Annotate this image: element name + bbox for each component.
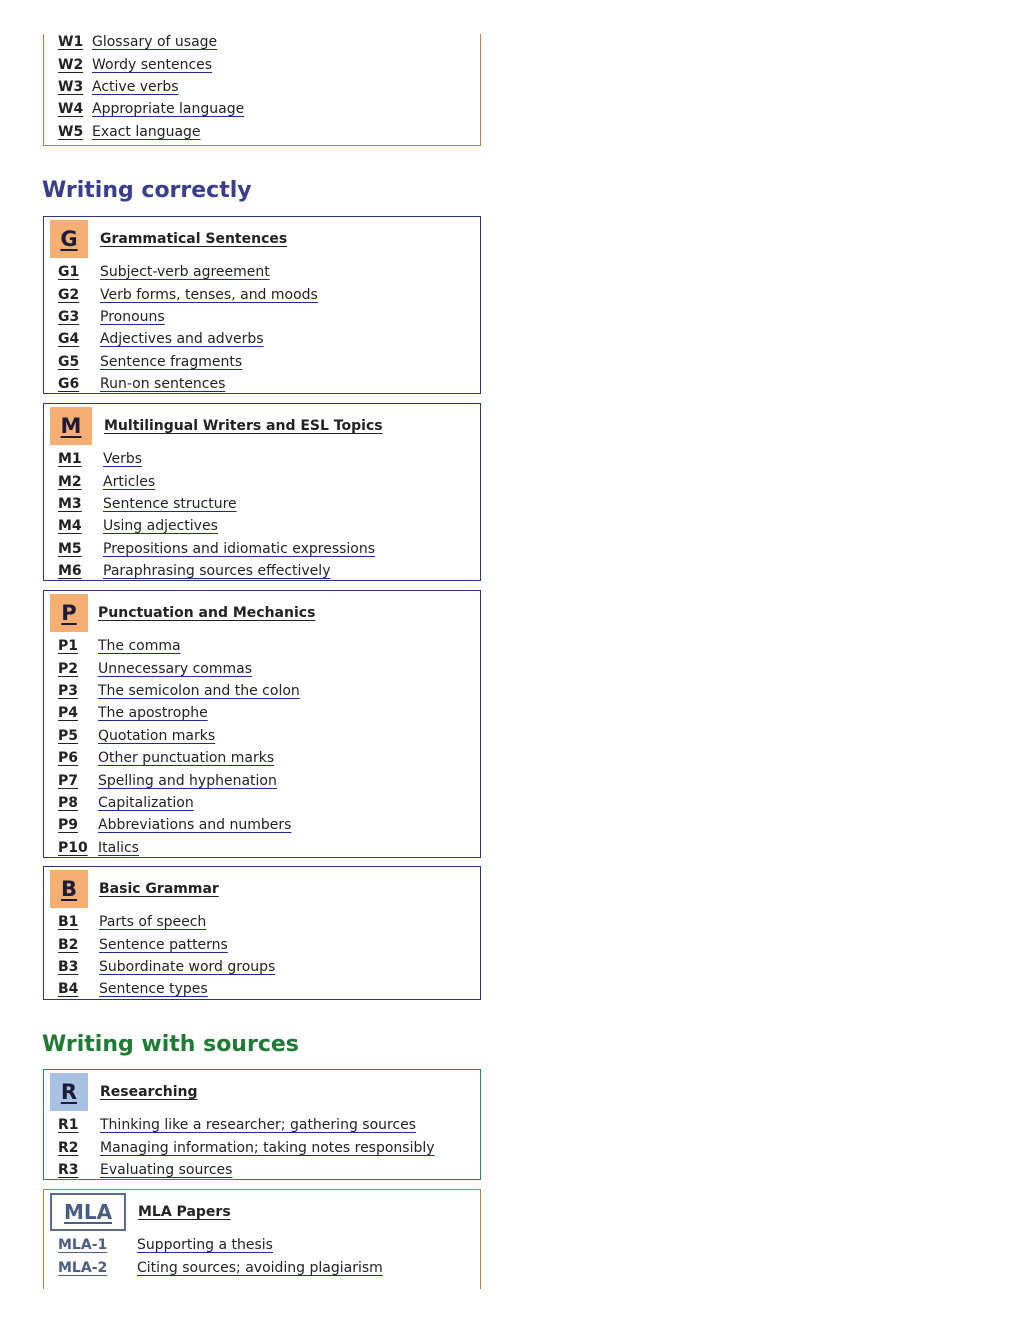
list-item[interactable] [44,306,480,328]
item-code-link[interactable]: M2 [58,473,82,490]
list-item[interactable] [44,680,480,702]
item-code-link[interactable]: W2 [58,56,84,73]
basic-grammar-list [44,911,480,1001]
multilingual-badge[interactable]: M [50,407,92,445]
item-label-link[interactable]: Sentence structure [103,495,237,512]
item-code-link[interactable]: P8 [58,794,79,811]
item-code-link[interactable]: MLA-1 [58,1237,108,1254]
item-label-link[interactable]: Sentence fragments [100,353,243,370]
item-label-link[interactable]: Run-on sentences [100,376,226,393]
item-label-link[interactable]: Sentence patterns [99,936,228,953]
grammatical-list [44,261,480,395]
item-label-link[interactable]: Wordy sentences [92,56,213,73]
item-code-link[interactable]: P7 [58,772,79,789]
punctuation-badge[interactable]: P [50,594,88,632]
item-label-link[interactable]: Thinking like a researcher; gathering sources [100,1117,417,1134]
item-code-link[interactable]: R1 [58,1117,79,1134]
item-code-link[interactable]: MLA-2 [58,1259,108,1276]
list-item[interactable] [44,1159,480,1181]
punctuation-list [44,635,480,859]
section-title-writing-with-sources: Writing with sources [42,1032,299,1057]
basic-grammar-box [43,866,481,1000]
mla-box [43,1189,481,1289]
list-item[interactable] [44,261,480,283]
multilingual-box [43,403,481,581]
item-label-link[interactable]: Evaluating sources [100,1161,233,1178]
item-label-link[interactable]: Verb forms, tenses, and moods [100,286,318,303]
item-label-link[interactable]: Adjectives and adverbs [100,331,264,348]
item-label-link[interactable]: Verbs [103,451,143,468]
list-item[interactable] [44,470,480,492]
researching-title[interactable]: Researching [100,1084,198,1100]
item-code-link[interactable]: G5 [58,353,80,370]
item-label-link[interactable]: Paraphrasing sources effectively [103,563,331,580]
item-code-link[interactable]: R3 [58,1161,79,1178]
item-code-link[interactable]: W4 [58,101,84,118]
item-label-link[interactable]: Unnecessary commas [98,660,252,677]
item-label-link[interactable]: Parts of speech [99,914,207,931]
grammatical-sentences-header[interactable] [50,220,480,258]
list-item[interactable] [44,978,480,1000]
item-code-link[interactable]: W3 [58,78,84,95]
item-label-link[interactable]: Subject-verb agreement [100,264,270,281]
list-item[interactable] [44,956,480,978]
item-code-link[interactable]: P10 [58,839,88,856]
item-label-link[interactable]: Prepositions and idiomatic expressions [103,540,376,557]
item-label-link[interactable]: Subordinate word groups [99,958,276,975]
mla-title[interactable]: MLA Papers [138,1204,231,1220]
list-item[interactable] [44,493,480,515]
list-item[interactable] [44,1114,480,1136]
item-code-link[interactable]: P9 [58,817,79,834]
item-label-link[interactable]: Supporting a thesis [137,1237,273,1254]
list-item[interactable] [44,814,480,836]
item-label-link[interactable]: Exact language [92,123,201,140]
punctuation-box [43,590,481,858]
list-item[interactable] [44,792,480,814]
list-item[interactable] [44,837,480,859]
wordiness-box [43,34,481,146]
list-item[interactable] [44,448,480,470]
multilingual-list [44,448,480,582]
list-item[interactable] [44,1256,480,1278]
researching-badge[interactable]: R [50,1073,88,1111]
list-item[interactable] [44,31,480,53]
item-code-link[interactable]: M5 [58,540,82,557]
item-code-link[interactable]: P5 [58,727,79,744]
item-label-link[interactable]: Appropriate language [92,101,245,118]
item-code-link[interactable]: G2 [58,286,80,303]
list-item[interactable] [44,725,480,747]
multilingual-header[interactable] [50,407,480,445]
list-item[interactable] [44,98,480,120]
multilingual-title[interactable]: Multilingual Writers and ESL Topics [104,418,383,434]
list-item[interactable] [44,351,480,373]
item-label-link[interactable]: Quotation marks [98,727,216,744]
punctuation-title[interactable]: Punctuation and Mechanics [98,605,316,621]
item-code-link[interactable]: W5 [58,123,84,140]
item-code-link[interactable]: G3 [58,308,80,325]
list-item[interactable] [44,515,480,537]
item-code-link[interactable]: M3 [58,495,82,512]
grammatical-badge[interactable]: G [50,220,88,258]
list-item[interactable] [44,76,480,98]
item-label-link[interactable]: Managing information; taking notes responsibly [100,1139,435,1156]
item-label-link[interactable]: Capitalization [98,794,194,811]
wordiness-list [44,31,480,143]
item-code-link[interactable]: R2 [58,1139,79,1156]
basic-grammar-title[interactable]: Basic Grammar [99,881,219,897]
item-code-link[interactable]: M1 [58,451,82,468]
list-item[interactable] [44,328,480,350]
item-label-link[interactable]: Spelling and hyphenation [98,772,277,789]
item-code-link[interactable]: P3 [58,682,79,699]
item-code-link[interactable]: G6 [58,376,80,393]
list-item[interactable] [44,1136,480,1158]
mla-header[interactable] [50,1193,480,1231]
item-code-link[interactable]: B3 [58,958,79,975]
section-title-writing-correctly: Writing correctly [42,178,252,203]
basic-grammar-header[interactable] [50,870,480,908]
item-code-link[interactable]: G1 [58,264,80,281]
item-code-link[interactable]: M4 [58,518,82,535]
item-code-link[interactable]: W1 [58,34,84,51]
list-item[interactable] [44,769,480,791]
item-code-link[interactable]: M6 [58,563,82,580]
list-item[interactable] [44,911,480,933]
item-label-link[interactable]: Using adjectives [103,518,218,535]
grammatical-title[interactable]: Grammatical Sentences [100,231,288,247]
basic-grammar-badge[interactable]: B [50,870,88,908]
item-label-link[interactable]: The comma [98,638,181,655]
item-label-link[interactable]: Articles [103,473,156,490]
list-item[interactable] [44,53,480,75]
list-item[interactable] [44,1234,480,1256]
mla-list [44,1234,480,1279]
list-item[interactable] [44,538,480,560]
item-label-link[interactable]: The apostrophe [98,705,208,722]
item-label-link[interactable]: The semicolon and the colon [98,682,300,699]
item-code-link[interactable]: B4 [58,981,79,998]
list-item[interactable] [44,635,480,657]
list-item[interactable] [44,933,480,955]
list-item[interactable] [44,560,480,582]
grammatical-sentences-box [43,216,481,394]
list-item[interactable] [44,657,480,679]
list-item[interactable] [44,747,480,769]
researching-header[interactable] [50,1073,480,1111]
item-label-link[interactable]: Italics [98,839,139,856]
item-code-link[interactable]: P6 [58,750,79,767]
item-label-link[interactable]: Active verbs [92,78,179,95]
item-code-link[interactable]: P4 [58,705,79,722]
item-label-link[interactable]: Sentence types [99,981,208,998]
item-code-link[interactable]: P2 [58,660,79,677]
list-item[interactable] [44,373,480,395]
list-item[interactable] [44,121,480,143]
item-code-link[interactable]: B1 [58,914,79,931]
researching-list [44,1114,480,1181]
item-code-link[interactable]: G4 [58,331,80,348]
mla-badge[interactable]: MLA [50,1193,126,1231]
item-code-link[interactable]: B2 [58,936,79,953]
item-label-link[interactable]: Glossary of usage [92,34,218,51]
item-label-link[interactable]: Abbreviations and numbers [98,817,292,834]
item-code-link[interactable]: P1 [58,638,79,655]
list-item[interactable] [44,283,480,305]
item-label-link[interactable]: Other punctuation marks [98,750,275,767]
list-item[interactable] [44,702,480,724]
item-label-link[interactable]: Pronouns [100,308,165,325]
item-label-link[interactable]: Citing sources; avoiding plagiarism [137,1259,383,1276]
researching-box [43,1069,481,1180]
punctuation-header[interactable] [50,594,480,632]
